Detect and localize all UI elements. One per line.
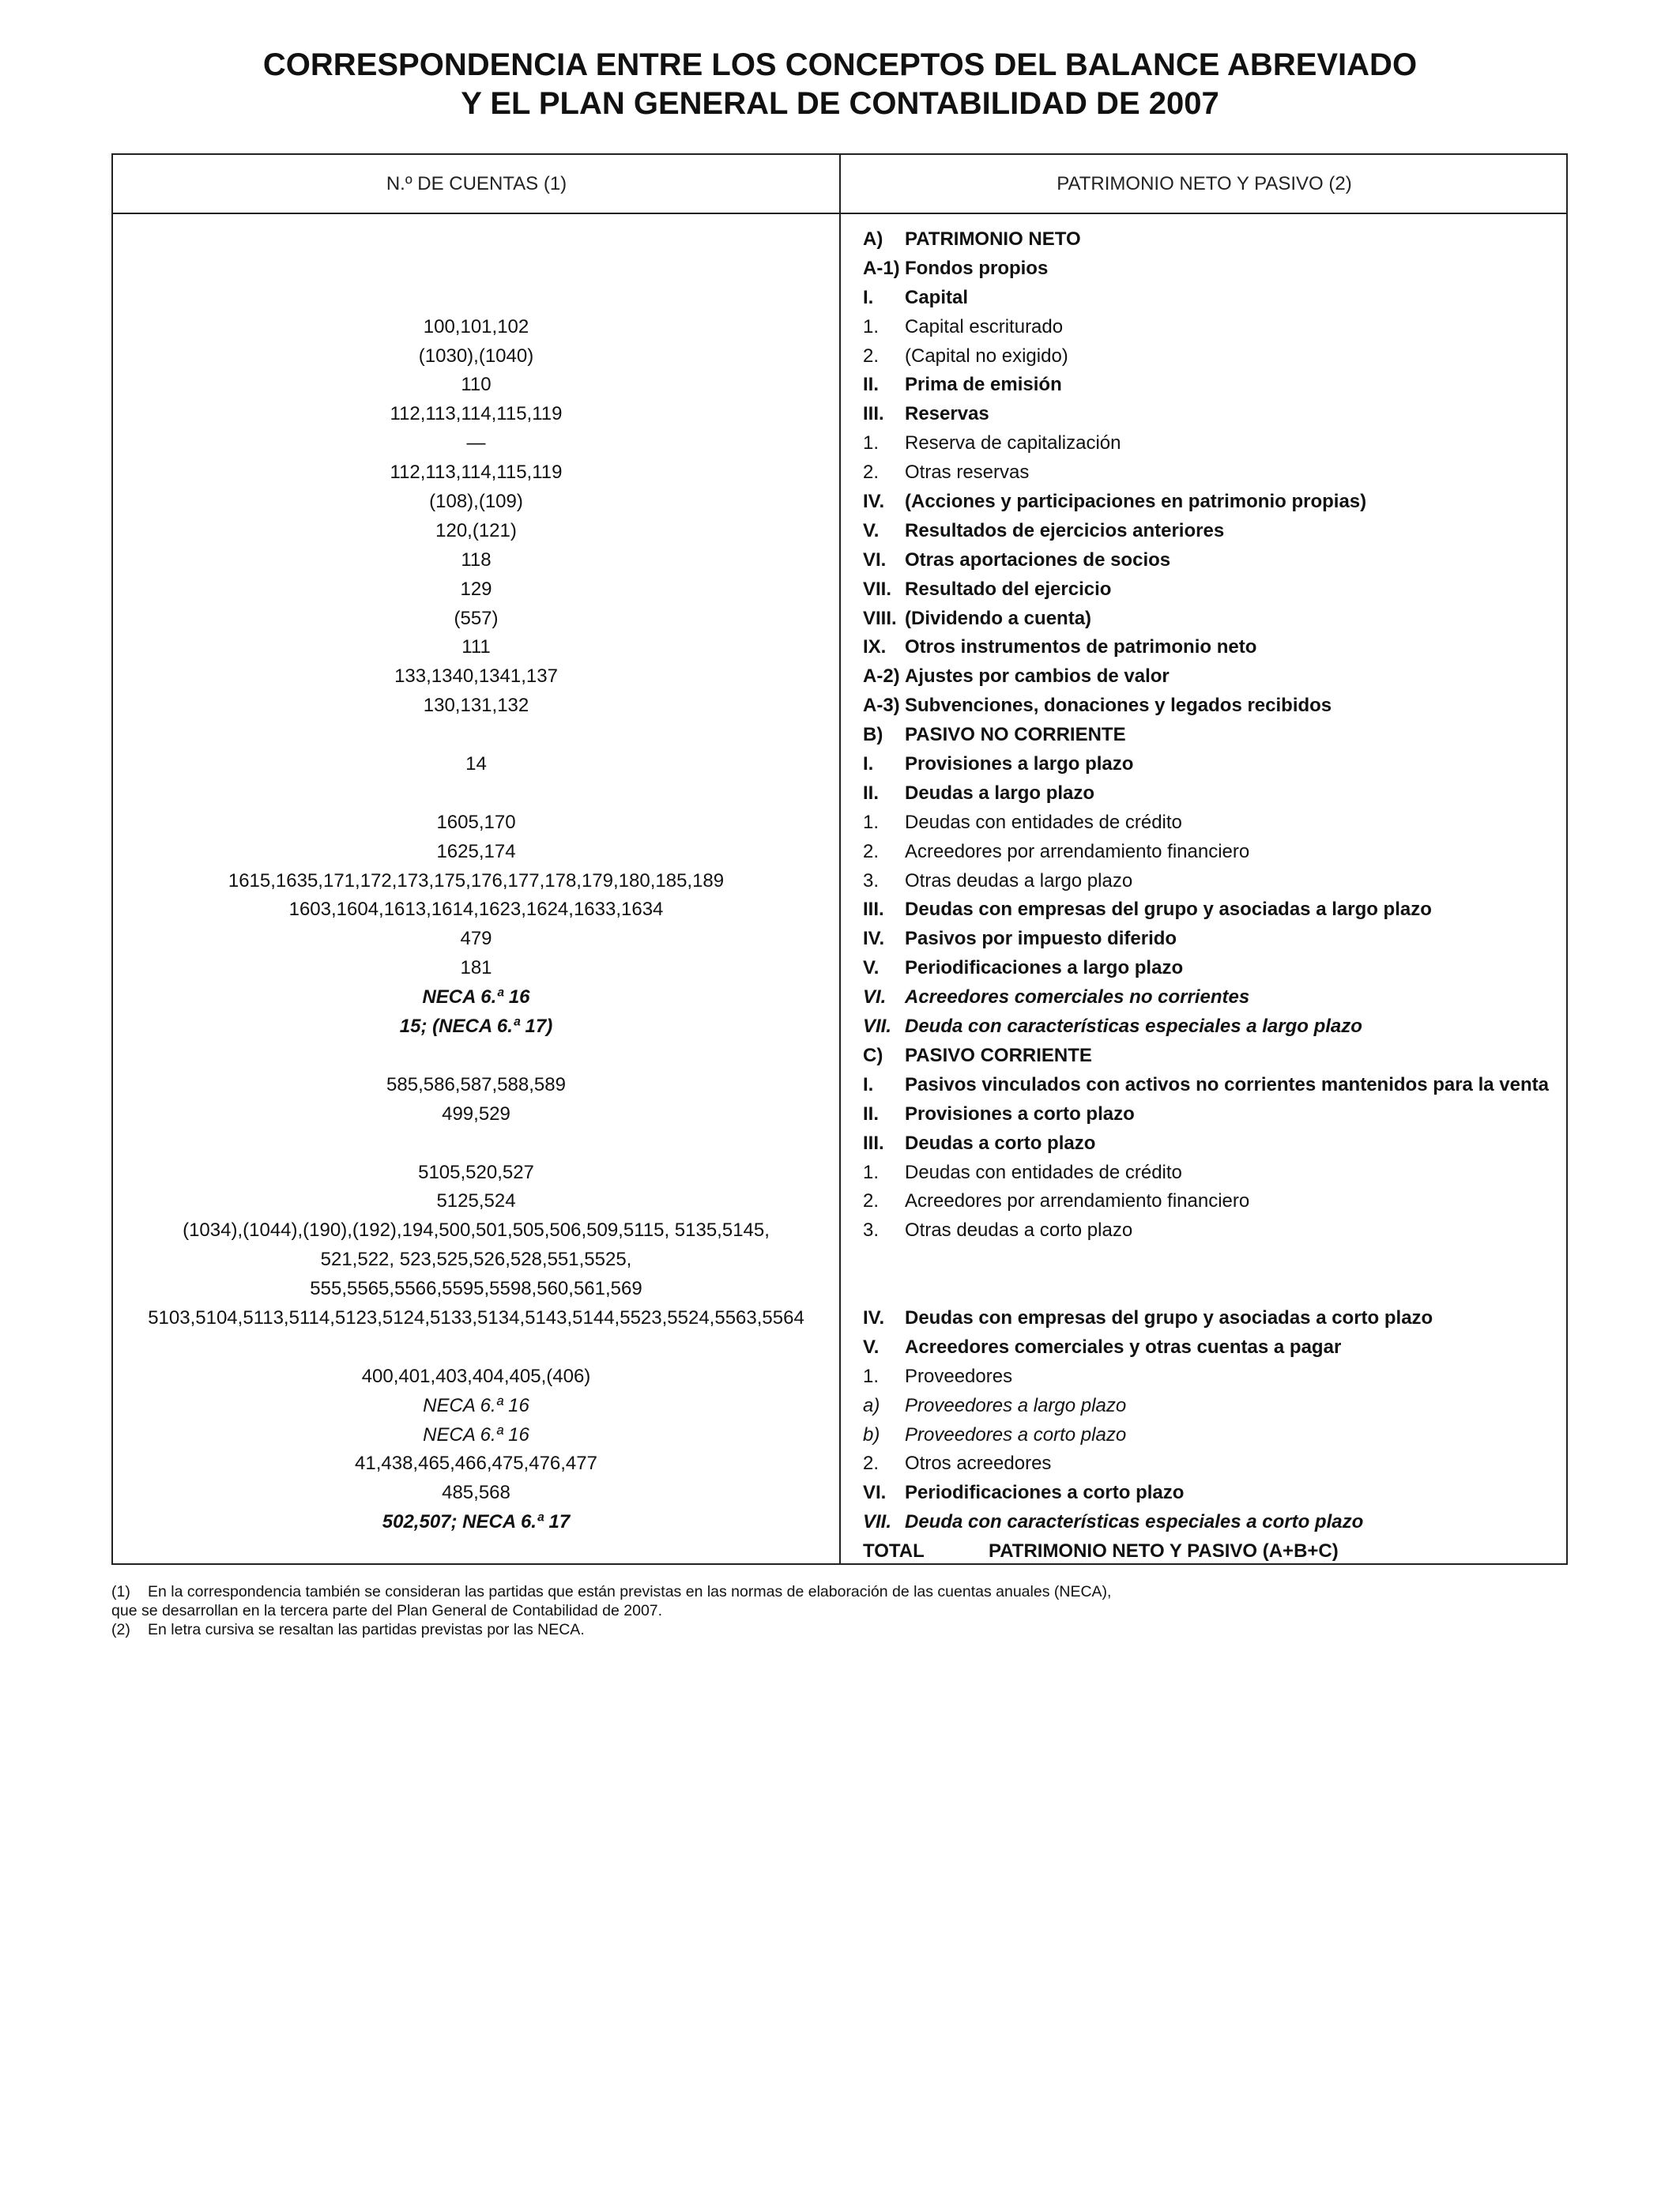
table-body	[113, 225, 1566, 1566]
item-label: Deuda con características especiales a corto plazo	[905, 1511, 1364, 1533]
footnote-text: que se desarrollan en la tercera parte del Plan General de Contabilidad de 2007.	[111, 1602, 663, 1619]
footnotes	[111, 1582, 1111, 1639]
account-numbers: 118	[461, 548, 492, 571]
footnote-line	[111, 1582, 1111, 1601]
account-numbers: 41,438,465,466,475,476,477	[355, 1453, 597, 1475]
item-marker: V.	[863, 957, 880, 979]
item-label: Deudas con empresas del grupo y asociadas a corto plazo	[905, 1306, 1433, 1329]
table-row	[113, 750, 1566, 779]
account-numbers: 5125,524	[436, 1190, 516, 1212]
account-numbers: 100,101,102	[423, 315, 529, 337]
table-row	[113, 809, 1566, 838]
item-marker: A-3)	[863, 695, 900, 717]
item-label: (Acciones y participaciones en patrimonio propias)	[905, 491, 1367, 513]
table-row	[113, 458, 1566, 488]
item-marker: VII.	[863, 1511, 892, 1533]
account-numbers: 1625,174	[436, 840, 516, 862]
item-label: (Dividendo a cuenta)	[905, 607, 1092, 629]
table-row	[113, 546, 1566, 575]
table-row	[113, 1537, 1566, 1566]
account-numbers: (1030),(1040)	[418, 345, 534, 367]
table-row	[113, 895, 1566, 925]
correspondence-table	[111, 153, 1568, 1565]
item-label: PASIVO CORRIENTE	[905, 1044, 1092, 1066]
item-label: Reserva de capitalización	[905, 432, 1121, 454]
table-row	[113, 925, 1566, 954]
table-row	[113, 1392, 1566, 1421]
item-marker: 1.	[863, 1161, 880, 1183]
item-label: Proveedores	[905, 1365, 1013, 1387]
item-marker: 1.	[863, 315, 880, 337]
account-numbers: 5103,5104,5113,5114,5123,5124,5133,5134,5143,5144,5523,5524,5563,5564	[148, 1306, 804, 1329]
account-numbers: 585,586,587,588,589	[386, 1073, 566, 1095]
table-row	[113, 1012, 1566, 1042]
item-label: Deudas con entidades de crédito	[905, 811, 1182, 833]
title-line-2: Y EL PLAN GENERAL DE CONTABILIDAD DE 2007	[461, 86, 1219, 121]
table-row	[113, 284, 1566, 313]
item-label: Ajustes por cambios de valor	[905, 665, 1170, 688]
header-equity-liabilities: PATRIMONIO NETO Y PASIVO (2)	[1057, 173, 1352, 194]
item-label: Proveedores a corto plazo	[905, 1423, 1127, 1446]
account-numbers: 479	[460, 928, 492, 950]
table-row	[113, 692, 1566, 721]
account-numbers: (557)	[454, 607, 499, 629]
item-marker: VII.	[863, 1016, 892, 1038]
table-row	[113, 313, 1566, 342]
account-numbers: 499,529	[442, 1103, 510, 1125]
item-marker: II.	[863, 782, 880, 804]
account-numbers: 485,568	[442, 1482, 510, 1504]
item-label: Capital	[905, 286, 969, 308]
item-marker: V.	[863, 519, 880, 541]
account-numbers: 110	[461, 374, 492, 396]
item-label: Otras reservas	[905, 462, 1030, 484]
table-row	[113, 1333, 1566, 1363]
table-row	[113, 1246, 1566, 1275]
item-marker: IX.	[863, 636, 887, 658]
item-label: Deudas con empresas del grupo y asociadas a largo plazo	[905, 899, 1432, 921]
account-numbers: 130,131,132	[423, 695, 529, 717]
item-marker: B)	[863, 724, 883, 746]
table-row	[113, 254, 1566, 284]
item-label: Deuda con características especiales a largo plazo	[905, 1016, 1362, 1038]
footnote-number: (2)	[111, 1621, 130, 1638]
table-row	[113, 662, 1566, 692]
item-label: Fondos propios	[905, 257, 1049, 279]
item-marker: A-2)	[863, 665, 900, 688]
account-numbers: NECA 6.ª 16	[422, 986, 530, 1008]
item-marker: 2.	[863, 840, 880, 862]
item-label: Proveedores a largo plazo	[905, 1394, 1127, 1416]
item-label: (Capital no exigido)	[905, 345, 1068, 367]
table-row	[113, 517, 1566, 546]
item-marker: VIII.	[863, 607, 897, 629]
table-row	[113, 1363, 1566, 1392]
item-label: Prima de emisión	[905, 374, 1062, 396]
item-marker: 1.	[863, 1365, 880, 1387]
account-numbers: NECA 6.ª 16	[423, 1394, 529, 1416]
table-row	[113, 1275, 1566, 1304]
item-label: Deudas a largo plazo	[905, 782, 1095, 804]
item-marker: II.	[863, 1103, 880, 1125]
account-numbers: —	[466, 432, 486, 454]
table-row	[113, 429, 1566, 458]
item-marker: VII.	[863, 578, 892, 600]
item-marker: 3.	[863, 1220, 880, 1242]
table-row	[113, 1421, 1566, 1450]
item-label: Otros instrumentos de patrimonio neto	[905, 636, 1257, 658]
item-label: PASIVO NO CORRIENTE	[905, 724, 1126, 746]
table-row	[113, 1042, 1566, 1071]
footnote-line	[111, 1620, 1111, 1639]
table-row	[113, 1100, 1566, 1129]
item-label: Resultados de ejercicios anteriores	[905, 519, 1225, 541]
item-marker: IV.	[863, 491, 885, 513]
table-row	[113, 1159, 1566, 1188]
item-marker: IV.	[863, 928, 885, 950]
account-numbers: 112,113,114,115,119	[390, 403, 563, 425]
item-marker: III.	[863, 1132, 884, 1154]
item-marker: IV.	[863, 1306, 885, 1329]
item-label: Otras deudas a corto plazo	[905, 1220, 1133, 1242]
table-row	[113, 1508, 1566, 1537]
account-numbers: 400,401,403,404,405,(406)	[361, 1365, 591, 1387]
table-row	[113, 633, 1566, 662]
table-row	[113, 342, 1566, 371]
item-label: Provisiones a largo plazo	[905, 753, 1134, 775]
table-row	[113, 1187, 1566, 1216]
account-numbers: 181	[460, 957, 492, 979]
table-row	[113, 575, 1566, 605]
account-numbers: NECA 6.ª 16	[423, 1423, 529, 1446]
item-marker: 2.	[863, 1190, 880, 1212]
item-marker: 1.	[863, 432, 880, 454]
item-marker: A-1)	[863, 257, 900, 279]
item-label: Resultado del ejercicio	[905, 578, 1112, 600]
item-marker: 1.	[863, 811, 880, 833]
item-marker: 3.	[863, 869, 880, 892]
item-label: Periodificaciones a corto plazo	[905, 1482, 1185, 1504]
table-row	[113, 867, 1566, 896]
account-numbers: 521,522, 523,525,526,528,551,5525,	[320, 1249, 632, 1271]
item-label: Acreedores comerciales no corrientes	[905, 986, 1250, 1008]
footnote-number: (1)	[111, 1583, 130, 1600]
table-row	[113, 605, 1566, 634]
account-numbers: 129	[460, 578, 492, 600]
item-marker: VI.	[863, 986, 887, 1008]
table-row	[113, 779, 1566, 809]
table-row	[113, 371, 1566, 400]
table-row	[113, 721, 1566, 750]
item-label: Reservas	[905, 403, 989, 425]
item-label: Deudas con entidades de crédito	[905, 1161, 1182, 1183]
table-row	[113, 488, 1566, 517]
item-label: Periodificaciones a largo plazo	[905, 957, 1184, 979]
item-label: PATRIMONIO NETO	[905, 228, 1081, 250]
item-label: Pasivos por impuesto diferido	[905, 928, 1177, 950]
account-numbers: 5105,520,527	[418, 1161, 534, 1183]
item-label: PATRIMONIO NETO Y PASIVO (A+B+C)	[989, 1540, 1339, 1563]
item-marker: 2.	[863, 1453, 880, 1475]
item-label: Otras aportaciones de socios	[905, 548, 1171, 571]
footnote-text: En letra cursiva se resaltan las partidas previstas por las NECA.	[148, 1621, 585, 1638]
account-numbers: (108),(109)	[429, 491, 523, 513]
item-label: Capital escriturado	[905, 315, 1064, 337]
item-marker: a)	[863, 1394, 880, 1416]
item-marker: I.	[863, 1073, 874, 1095]
header-accounts: N.º DE CUENTAS (1)	[386, 173, 567, 194]
account-numbers: 133,1340,1341,137	[394, 665, 558, 688]
account-numbers: 120,(121)	[435, 519, 517, 541]
item-marker: II.	[863, 374, 880, 396]
account-numbers: 1603,1604,1613,1614,1623,1624,1633,1634	[288, 899, 664, 921]
item-label: Acreedores por arrendamiento financiero	[905, 840, 1250, 862]
account-numbers: 15; (NECA 6.ª 17)	[399, 1016, 553, 1038]
title-line-1: CORRESPONDENCIA ENTRE LOS CONCEPTOS DEL BALANCE ABREVIADO	[262, 47, 1418, 82]
item-marker: b)	[863, 1423, 880, 1446]
item-marker: V.	[863, 1336, 880, 1358]
account-numbers: 1605,170	[436, 811, 516, 833]
item-label: Acreedores comerciales y otras cuentas a pagar	[905, 1336, 1342, 1358]
item-marker: TOTAL	[863, 1540, 925, 1563]
item-label: Otras deudas a largo plazo	[905, 869, 1133, 892]
account-numbers: 112,113,114,115,119	[390, 462, 563, 484]
item-marker: 2.	[863, 462, 880, 484]
item-label: Subvenciones, donaciones y legados recibidos	[905, 695, 1332, 717]
item-marker: I.	[863, 286, 874, 308]
table-row	[113, 838, 1566, 867]
table-row	[113, 1479, 1566, 1508]
table-row	[113, 1304, 1566, 1333]
item-label: Deudas a corto plazo	[905, 1132, 1096, 1154]
table-row	[113, 1129, 1566, 1159]
account-numbers: 555,5565,5566,5595,5598,560,561,569	[310, 1278, 642, 1300]
account-numbers: (1034),(1044),(190),(192),194,500,501,505,506,509,5115, 5135,5145,	[183, 1220, 770, 1242]
item-label: Pasivos vinculados con activos no corrientes mantenidos para la venta	[905, 1073, 1549, 1095]
table-row	[113, 983, 1566, 1012]
footnote-line	[111, 1601, 1111, 1620]
table-row	[113, 400, 1566, 429]
table-row	[113, 1449, 1566, 1479]
item-label: Acreedores por arrendamiento financiero	[905, 1190, 1250, 1212]
account-numbers: 14	[465, 753, 487, 775]
account-numbers: 502,507; NECA 6.ª 17	[382, 1511, 571, 1533]
page-title	[0, 46, 1680, 123]
table-row	[113, 1216, 1566, 1246]
footnote-text: En la correspondencia también se consideran las partidas que están previstas en las normas de elaboración de las cuentas anuales (NECA),	[148, 1583, 1112, 1600]
item-marker: A)	[863, 228, 883, 250]
item-marker: 2.	[863, 345, 880, 367]
account-numbers: 1615,1635,171,172,173,175,176,177,178,179,180,185,189	[228, 869, 725, 892]
item-marker: VI.	[863, 548, 887, 571]
item-label: Otros acreedores	[905, 1453, 1052, 1475]
item-marker: C)	[863, 1044, 883, 1066]
item-marker: I.	[863, 753, 874, 775]
table-row	[113, 1071, 1566, 1100]
table-row	[113, 954, 1566, 983]
item-marker: III.	[863, 899, 884, 921]
account-numbers: 111	[461, 636, 491, 658]
table-row	[113, 225, 1566, 254]
item-marker: III.	[863, 403, 884, 425]
item-marker: VI.	[863, 1482, 887, 1504]
item-label: Provisiones a corto plazo	[905, 1103, 1135, 1125]
